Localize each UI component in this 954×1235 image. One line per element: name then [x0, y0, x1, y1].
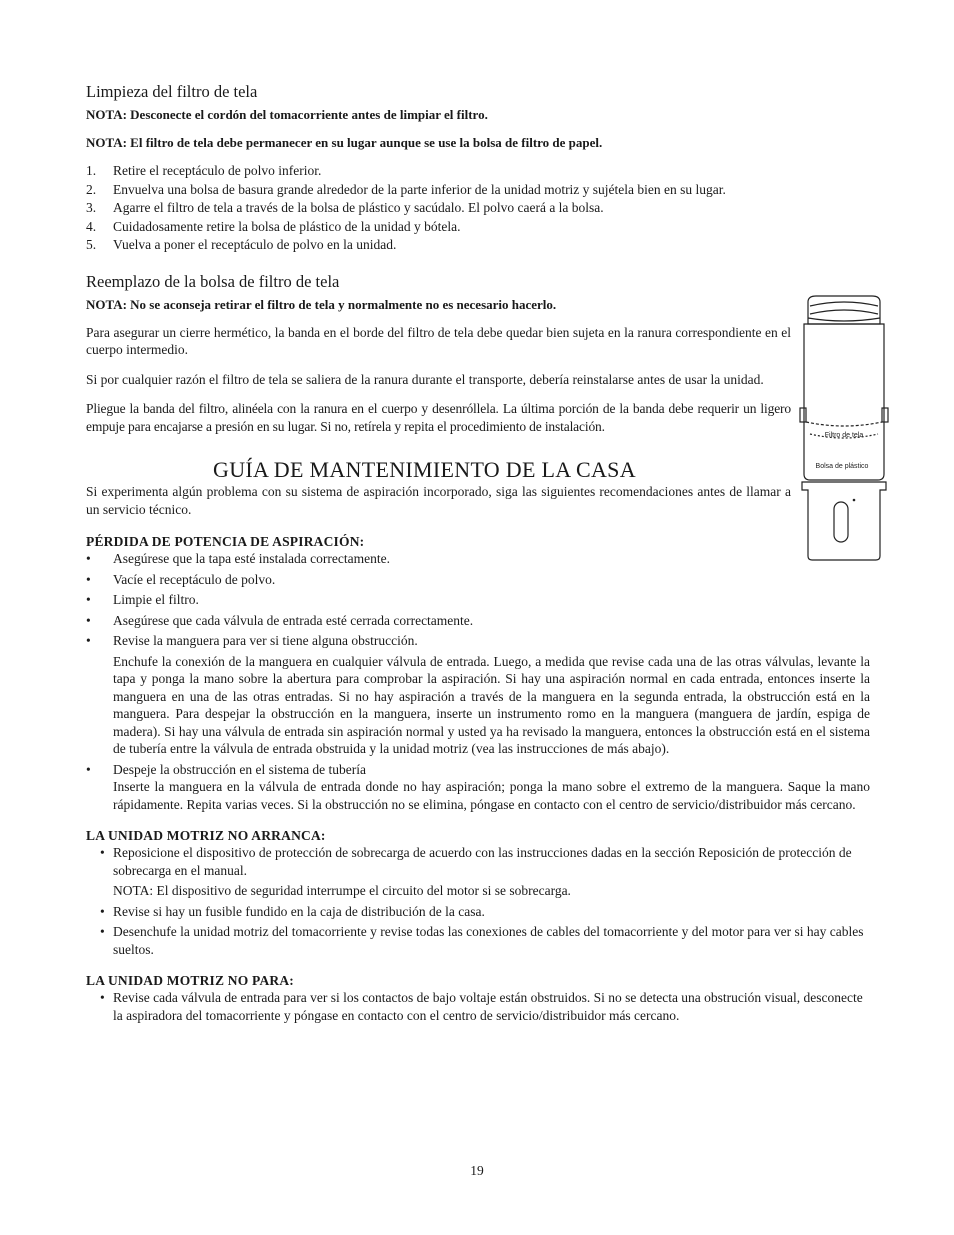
page-number: 19 [470, 1163, 484, 1178]
bag-replacement-para-3: Pliegue la banda del filtro, alinéela con la ranura en el cuerpo y desenróllela. La última porción de la banda debe requerir un ligero empuje para encajarse a presión en su lugar. Si no, retírela y repita el procedimiento de instalación. [86, 401, 791, 434]
motor-head-band [810, 310, 878, 314]
bag-replacement-para-1: Para asegurar un cierre hermético, la banda en el borde del filtro de tela debe quedar bien sujeta en la ranura correspondiente en el cuerpo intermedio. [86, 324, 791, 357]
bullet: • [100, 903, 105, 919]
no-stop-title: LA UNIDAD MOTRIZ NO PARA: [86, 973, 295, 988]
list-item [86, 632, 870, 650]
list-item-text: Despeje la obstrucción en el sistema de tubería [113, 761, 367, 777]
list-item-text: Revise cada válvula de entrada para ver si los contactos de bajo voltaje están obstruidos. Si no se detecta una obstrución visual, desconecte la aspiradora del tomacorriente y póngase en contacto con el centro de servicio/distribuidor más cercano. [113, 990, 863, 1023]
step-text: Retire el receptáculo de polvo inferior. [113, 163, 322, 178]
no-start-list [86, 844, 870, 879]
bullet: • [86, 633, 91, 648]
pipe-check-detail: Inserte la manguera en la válvula de entrada donde no hay aspiración; ponga la mano sobre el extremo de la manguera. Saque la mano rápidamente. Repita varias veces. Si la obstrucción no se elimina, póngase en contacto con el centro de servicio/distribuidor más cercano. [113, 779, 870, 812]
step-number: 3. [86, 200, 97, 215]
list-item-text: Revise la manguera para ver si tiene alguna obstrucción. [113, 633, 418, 648]
list-item-text: Reposicione el dispositivo de protección de sobrecarga de acuerdo con las instrucciones dadas en la sección Reposición de protección de sobrecarga en el manual. [113, 845, 852, 878]
list-item [86, 612, 870, 630]
receptacle-dot [853, 499, 856, 502]
bullet: • [100, 990, 105, 1005]
list-item-text: Asegúrese que cada válvula de entrada esté cerrada correctamente. [113, 612, 474, 628]
list-item [86, 591, 870, 609]
filter-cleaning-note-1: NOTA: Desconecte el cordón del tomacorriente antes de limpiar el filtro. [86, 107, 488, 122]
step-text: Cuidadosamente retire la bolsa de plástico de la unidad y bótela. [113, 218, 461, 234]
filter-cleaning-heading: Limpieza del filtro de tela [86, 82, 258, 101]
step-text: Vuelva a poner el receptáculo de polvo en la unidad. [113, 237, 397, 252]
step-number: 2. [86, 181, 97, 197]
motor-head-band [808, 318, 880, 321]
list-item [86, 571, 870, 589]
list-item [86, 989, 870, 1024]
power-unit-illustration [794, 294, 894, 564]
list-item [86, 236, 870, 255]
step-number: 4. [86, 218, 97, 234]
step-number: 1. [86, 163, 97, 178]
step-number: 5. [86, 237, 97, 252]
dust-receptacle-outline [802, 482, 886, 560]
no-start-list-2 [86, 903, 870, 959]
list-item [86, 923, 870, 958]
list-item [86, 903, 870, 921]
list-item [86, 162, 870, 181]
list-item [86, 550, 870, 568]
bullet: • [100, 845, 105, 860]
step-text: Envuelva una bolsa de basura grande alrededor de la parte inferior de la unidad motriz y sujétela bien en su lugar. [113, 181, 726, 197]
list-item-text: Desenchufe la unidad motriz del tomacorriente y revise todas las conexiones de cables del tomacorriente y del motor para ver si hay cables sueltos. [113, 924, 864, 957]
list-item [86, 199, 870, 218]
bullet: • [86, 571, 91, 587]
filter-cleaning-note-2: NOTA: El filtro de tela debe permanecer en su lugar aunque se use la bolsa de filtro de papel. [86, 135, 603, 150]
no-start-title: LA UNIDAD MOTRIZ NO ARRANCA: [86, 828, 326, 843]
list-item [86, 181, 870, 200]
suction-loss-list [86, 550, 870, 650]
no-stop-list [86, 989, 870, 1024]
bag-replacement-para-2: Si por cualquier razón el filtro de tela se saliera de la ranura durante el transporte, debería reinstalarse antes de usar la unidad. [86, 371, 764, 387]
list-item-text: Limpie el filtro. [113, 592, 199, 607]
guide-intro: Si experimenta algún problema con su sistema de aspiración incorporado, siga las siguientes recomendaciones antes de llamar a un servicio técnico. [86, 484, 791, 517]
list-item-text: Vacíe el receptáculo de polvo. [113, 571, 276, 587]
receptacle-window [834, 502, 848, 542]
list-item [86, 844, 870, 879]
filter-label: Filtro de tela [824, 432, 864, 439]
bullet: • [86, 612, 91, 628]
bullet: • [86, 761, 91, 777]
page-content [86, 82, 870, 1027]
body-latch-left [800, 408, 806, 422]
suction-loss-title: PÉRDIDA DE POTENCIA DE ASPIRACIÓN: [86, 534, 365, 549]
body-latch-right [882, 408, 888, 422]
no-start-note: NOTA: El dispositivo de seguridad interrumpe el circuito del motor si se sobrecarga. [113, 883, 571, 898]
step-text: Agarre el filtro de tela a través de la bolsa de plástico y sacúdalo. El polvo caerá a la bolsa. [113, 200, 604, 215]
list-item [86, 761, 870, 779]
page-title: GUÍA DE MANTENIMIENTO DE LA CASA [213, 457, 636, 482]
pipe-list [86, 761, 870, 779]
bullet: • [86, 592, 91, 607]
bag-label: Bolsa de plástico [815, 463, 869, 470]
filter-cleaning-steps [86, 162, 870, 255]
bag-replacement-heading: Reemplazo de la bolsa de filtro de tela [86, 271, 340, 291]
bag-replacement-note: NOTA: No se aconseja retirar el filtro de tela y normalmente no es necesario hacerlo. [86, 296, 557, 312]
list-item [86, 218, 870, 237]
motor-head-band [810, 302, 878, 306]
list-item-text: Asegúrese que la tapa esté instalada correctamente. [113, 551, 390, 566]
bullet: • [100, 924, 105, 939]
bullet: • [86, 551, 91, 566]
list-item-text: Revise si hay un fusible fundido en la caja de distribución de la casa. [113, 903, 485, 919]
hose-check-detail: Enchufe la conexión de la manguera en cualquier válvula de entrada. Luego, a medida que revise cada una de las otras válvulas, levante la tapa y ponga la mano sobre la abertura para comprobar la aspiración. Si hay una aspiración normal en cada entrada, entonces inserte la manguera en una de las otras entradas. Si no hay aspiración a través de la manguera en la segunda entrada, la obstrucción está en la manguera. Para despejar la obstrucción en la manguera, inserte un instrumento romo en la manguera (manguera de jardín, espiga de madera). Si hay una válvula de entrada sin aspiración normal y usted ya ha revisado la manguera, entonces la obstrucción está en el sistema de tubería entre la válvula de entrada obstruida y la unidad motriz (vea las instrucciones de más abajo). [113, 653, 870, 756]
filter-band [806, 422, 882, 426]
body-outline [804, 324, 884, 480]
